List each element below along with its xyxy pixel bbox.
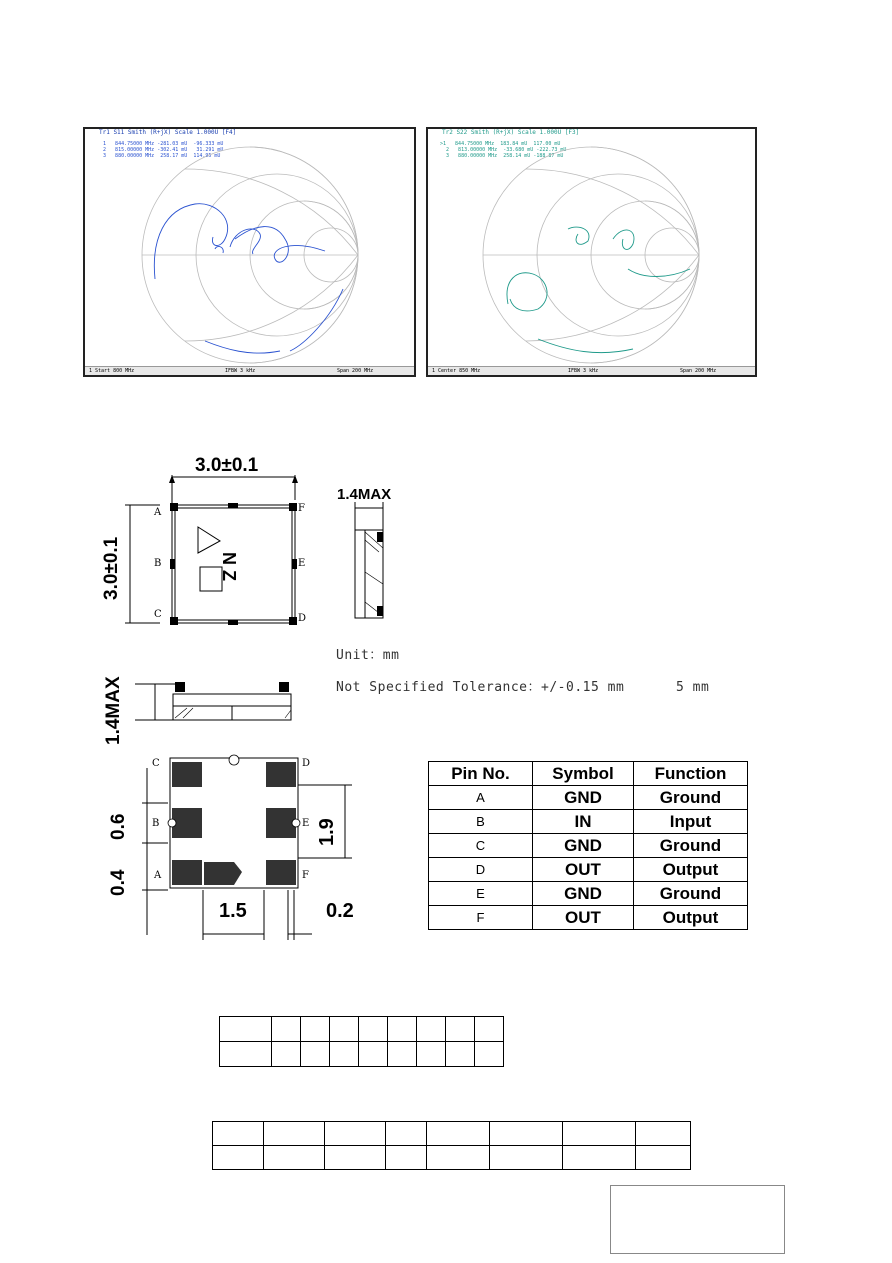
bottom-pin-f: F	[302, 870, 309, 881]
table-row	[429, 810, 748, 834]
top-pin-a: A	[154, 507, 162, 518]
table-cell	[490, 1122, 563, 1146]
symbol-cell: OUT	[533, 906, 634, 930]
table-cell	[563, 1146, 636, 1170]
smith-chart-s11-footer	[85, 366, 414, 375]
smith-chart-s22-grid	[428, 129, 755, 375]
table-cell	[325, 1122, 386, 1146]
smith-chart-s11	[83, 127, 416, 377]
table-row	[213, 1122, 691, 1146]
pin-cell: D	[429, 858, 533, 882]
side-view-height-dim: 1.4MAX	[337, 486, 392, 503]
table-cell	[359, 1042, 388, 1067]
table-cell	[330, 1042, 359, 1067]
front-view-drawing	[135, 676, 305, 726]
table-cell	[446, 1017, 475, 1042]
bottom-pin-b: B	[152, 818, 160, 829]
table-cell	[490, 1146, 563, 1170]
table-cell	[213, 1122, 264, 1146]
top-pin-e: E	[298, 558, 306, 569]
top-view-marking: N Z	[219, 552, 239, 581]
pin-cell: C	[429, 834, 533, 858]
table-cell	[388, 1042, 417, 1067]
unit-note: Unit：mm	[336, 648, 400, 663]
table-row	[220, 1017, 504, 1042]
top-view-height-dim: 3.0±0.1	[101, 536, 122, 600]
pin-function-table	[428, 761, 748, 930]
table-cell	[220, 1042, 272, 1067]
smith-chart-s22-ifbw: IFBW 3 kHz	[568, 368, 599, 374]
function-cell: Ground	[634, 834, 748, 858]
pin-cell: B	[429, 810, 533, 834]
smith-chart-s22-marker-1: >1 844.75000 MHz 183.84 mU 117.00 mU	[440, 141, 561, 147]
function-cell: Input	[634, 810, 748, 834]
empty-table-2	[212, 1121, 691, 1170]
table-cell	[272, 1042, 301, 1067]
dim-1-9: 1.9	[316, 818, 338, 846]
tolerance-note: Not Specified Tolerance：+/-0.15 mm	[336, 680, 625, 695]
table-cell	[563, 1122, 636, 1146]
top-pin-f: F	[298, 503, 305, 514]
smith-chart-s11-marker-2: 2 815.00000 MHz -302.41 mU 31.291 mU	[97, 147, 224, 153]
table-row	[220, 1042, 504, 1067]
table-cell	[388, 1017, 417, 1042]
table-row	[429, 858, 748, 882]
table-cell	[636, 1146, 691, 1170]
pin-table-header-pin: Pin No.	[429, 762, 533, 786]
pin-table-header-function: Function	[634, 762, 748, 786]
dim-1-5: 1.5	[219, 900, 247, 922]
smith-chart-s11-grid	[85, 129, 414, 375]
table-cell	[272, 1017, 301, 1042]
function-cell: Output	[634, 858, 748, 882]
table-cell	[417, 1017, 446, 1042]
smith-chart-s22-start: 1 Center 850 MHz	[432, 368, 481, 374]
extra-note: 5 mm	[676, 680, 710, 695]
top-view-width-dim: 3.0±0.1	[195, 455, 259, 476]
table-cell	[427, 1122, 490, 1146]
table-cell	[330, 1017, 359, 1042]
front-view-height-dim: 1.4MAX	[103, 676, 124, 745]
smith-chart-s22-marker-2: 2 813.00000 MHz -33.680 mU -222.73 mU	[440, 147, 567, 153]
smith-chart-s11-header: Tr1 S11 Smith (R+jX) Scale 1.000U [F4]	[99, 129, 237, 136]
table-cell	[220, 1017, 272, 1042]
table-cell	[264, 1146, 325, 1170]
table-cell	[264, 1122, 325, 1146]
top-pin-d: D	[298, 613, 307, 624]
smith-chart-s22-span: Span 200 MHz	[680, 368, 717, 374]
table-cell	[427, 1146, 490, 1170]
table-row	[429, 786, 748, 810]
table-cell	[417, 1042, 446, 1067]
table-row	[429, 906, 748, 930]
pin-cell: F	[429, 906, 533, 930]
table-cell	[475, 1017, 504, 1042]
table-cell	[386, 1146, 427, 1170]
table-cell	[301, 1017, 330, 1042]
symbol-cell: GND	[533, 834, 634, 858]
side-view-drawing	[335, 500, 395, 630]
table-cell	[636, 1122, 691, 1146]
symbol-cell: GND	[533, 882, 634, 906]
bottom-pin-e: E	[302, 818, 310, 829]
pin-cell: A	[429, 786, 533, 810]
table-cell	[446, 1042, 475, 1067]
smith-chart-s22	[426, 127, 757, 377]
table-cell	[301, 1042, 330, 1067]
top-pin-b: B	[154, 558, 162, 569]
smith-chart-s11-marker-3: 3 880.00000 MHz 258.17 mU 114.95 mU	[97, 153, 221, 159]
smith-chart-s11-marker-1: 1 844.75000 MHz -281.03 mU -96.333 mU	[97, 141, 224, 147]
function-cell: Ground	[634, 786, 748, 810]
bottom-pin-c: C	[152, 758, 160, 769]
pin-cell: E	[429, 882, 533, 906]
symbol-cell: OUT	[533, 858, 634, 882]
smith-chart-s11-span: Span 200 MHz	[337, 368, 374, 374]
smith-chart-s22-header: Tr2 S22 Smith (R+jX) Scale 1.000U [F3]	[442, 129, 580, 136]
table-cell	[475, 1042, 504, 1067]
pin-table-header	[429, 762, 748, 786]
dim-0-6: 0.6	[108, 813, 129, 840]
empty-footer-box	[610, 1185, 785, 1254]
symbol-cell: GND	[533, 786, 634, 810]
dim-0-2: 0.2	[326, 900, 354, 922]
table-cell	[359, 1017, 388, 1042]
smith-chart-s22-footer	[428, 366, 755, 375]
table-row	[429, 882, 748, 906]
smith-chart-s11-ifbw: IFBW 3 kHz	[225, 368, 256, 374]
table-cell	[386, 1122, 427, 1146]
table-row	[429, 834, 748, 858]
table-row	[213, 1146, 691, 1170]
empty-table-1	[219, 1016, 504, 1067]
top-view-drawing	[120, 455, 320, 635]
table-cell	[213, 1146, 264, 1170]
function-cell: Ground	[634, 882, 748, 906]
pin-table-header-symbol: Symbol	[533, 762, 634, 786]
smith-chart-s22-marker-3: 3 880.00000 MHz 258.14 mU -188.87 mU	[440, 153, 564, 159]
symbol-cell: IN	[533, 810, 634, 834]
bottom-pin-d: D	[302, 758, 311, 769]
top-pin-c: C	[154, 609, 162, 620]
function-cell: Output	[634, 906, 748, 930]
bottom-pin-a: A	[154, 870, 162, 881]
dim-0-4: 0.4	[108, 869, 129, 896]
smith-chart-s11-start: 1 Start 800 MHz	[89, 368, 135, 374]
table-cell	[325, 1146, 386, 1170]
